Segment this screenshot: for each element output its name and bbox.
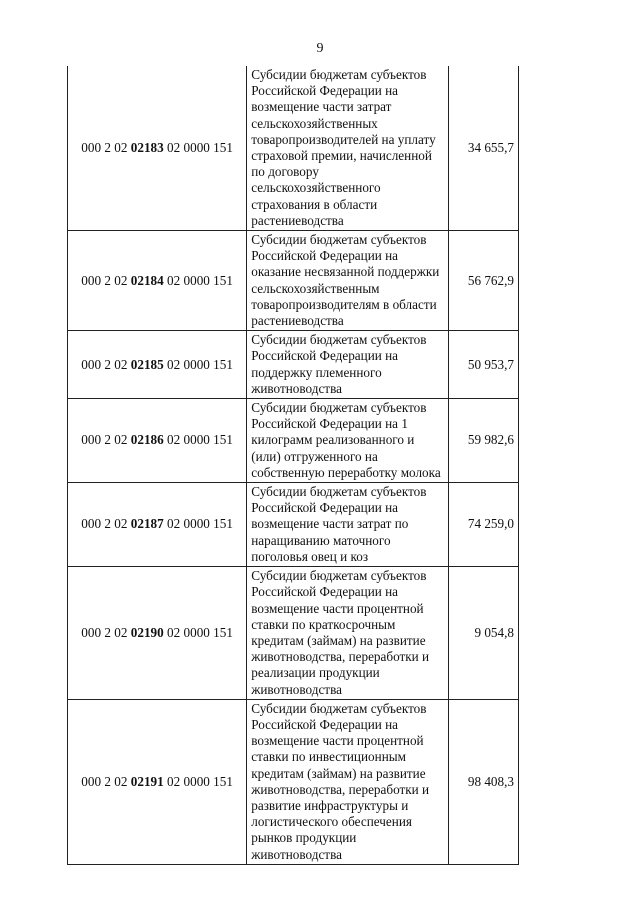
- code-suffix: 02 0000 151: [167, 516, 233, 532]
- code-main: 02187: [130, 516, 164, 532]
- budget-code-cell: [68, 699, 247, 864]
- amount-cell: 74 259,0: [448, 483, 518, 567]
- budget-code-cell: [68, 483, 247, 567]
- code-prefix: 000 2 02: [81, 773, 128, 789]
- code-prefix: 000 2 02: [81, 272, 128, 288]
- code-prefix: 000 2 02: [81, 624, 128, 640]
- page-number: 9: [316, 41, 324, 56]
- budget-table: [67, 66, 519, 865]
- code-main: 02185: [130, 356, 164, 372]
- code-prefix: 000 2 02: [81, 139, 128, 155]
- code-suffix: 02 0000 151: [167, 773, 233, 789]
- description-cell: Субсидии бюджетам субъектов Российской Федерации на поддержку племенного животноводства: [247, 331, 449, 399]
- budget-code-cell: [68, 331, 247, 399]
- table-row: [68, 399, 519, 483]
- code-prefix: 000 2 02: [81, 432, 128, 448]
- description-cell: Субсидии бюджетам субъектов Российской Федерации на возмещение части затрат сельскохозяйственных товаропроизводителей на уплату страховой премии, начисленной по договору сельскохозяйственного страхования в области растениеводства: [247, 66, 449, 231]
- table-row: [68, 231, 519, 331]
- code-main: 02191: [130, 773, 164, 789]
- table-row: [68, 331, 519, 399]
- table-row: [68, 66, 519, 231]
- code-suffix: 02 0000 151: [167, 272, 233, 288]
- amount-cell: 34 655,7: [448, 66, 518, 231]
- description-cell: Субсидии бюджетам субъектов Российской Федерации на 1 килограмм реализованного и (или) отгруженного на собственную переработку молока: [247, 399, 449, 483]
- code-prefix: 000 2 02: [81, 356, 128, 372]
- description-cell: Субсидии бюджетам субъектов Российской Федерации на возмещение части затрат по наращиванию маточного поголовья овец и коз: [247, 483, 449, 567]
- table-row: [68, 699, 519, 864]
- table-row: [68, 483, 519, 567]
- code-prefix: 000 2 02: [81, 516, 128, 532]
- code-main: 02184: [130, 272, 164, 288]
- description-cell: Субсидии бюджетам субъектов Российской Федерации на возмещение части процентной ставки по краткосрочным кредитам (займам) на развитие животноводства, переработки и реализации продукции животноводства: [247, 567, 449, 700]
- code-suffix: 02 0000 151: [167, 432, 233, 448]
- code-suffix: 02 0000 151: [167, 356, 233, 372]
- amount-cell: 59 982,6: [448, 399, 518, 483]
- table-row: [68, 567, 519, 700]
- amount-cell: 98 408,3: [448, 699, 518, 864]
- budget-code-cell: [68, 399, 247, 483]
- code-suffix: 02 0000 151: [167, 139, 233, 155]
- code-main: 02183: [130, 139, 164, 155]
- amount-cell: 56 762,9: [448, 231, 518, 331]
- code-suffix: 02 0000 151: [167, 624, 233, 640]
- budget-code-cell: [68, 231, 247, 331]
- amount-cell: 50 953,7: [448, 331, 518, 399]
- description-cell: Субсидии бюджетам субъектов Российской Федерации на оказание несвязанной поддержки сельскохозяйственным товаропроизводителям в области растениеводства: [247, 231, 449, 331]
- budget-code-cell: [68, 66, 247, 231]
- code-main: 02190: [130, 624, 164, 640]
- code-main: 02186: [130, 432, 164, 448]
- description-cell: Субсидии бюджетам субъектов Российской Федерации на возмещение части процентной ставки по инвестиционным кредитам (займам) на развитие животноводства, переработки и развитие инфраструктуры и логистического обеспечения рынков продукции животноводства: [247, 699, 449, 864]
- amount-cell: 9 054,8: [448, 567, 518, 700]
- table-body: [68, 66, 519, 864]
- budget-code-cell: [68, 567, 247, 700]
